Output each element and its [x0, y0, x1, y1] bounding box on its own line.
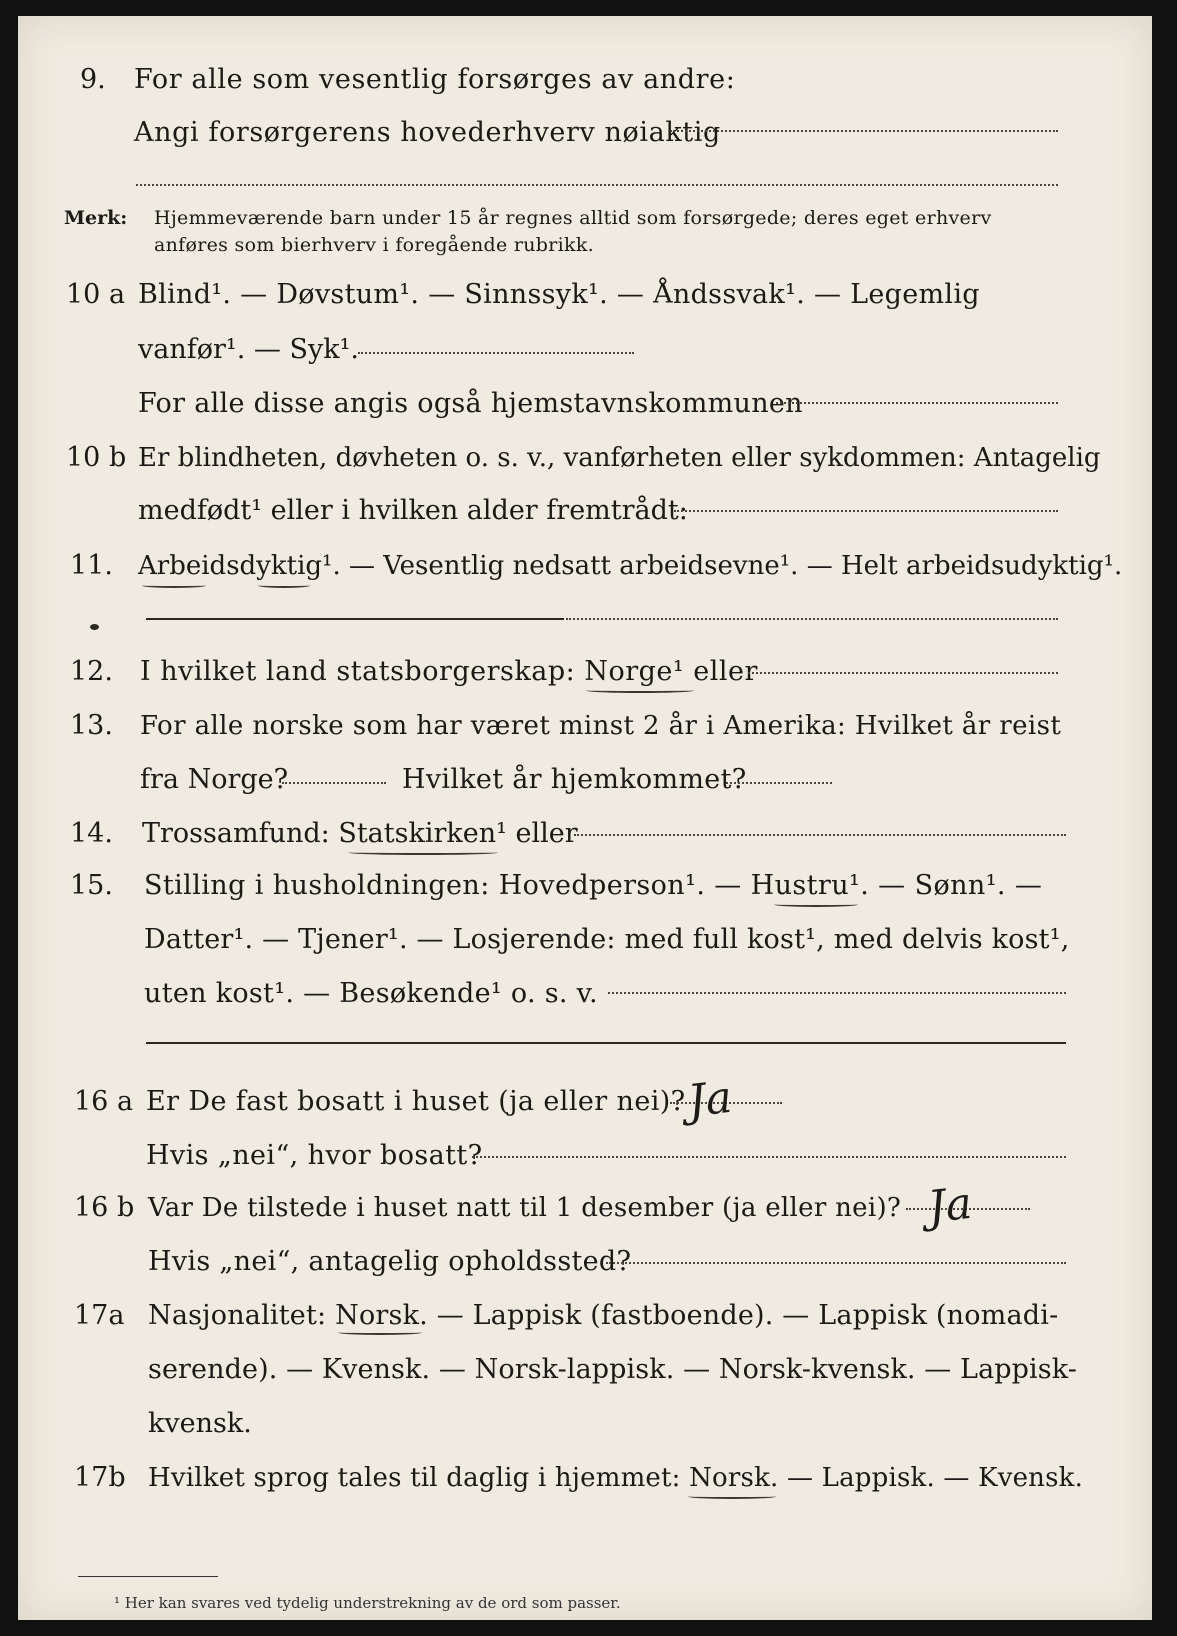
q17a-number: 17a [74, 1300, 125, 1331]
q11-answer-field[interactable] [566, 618, 1058, 620]
q14-number: 14. [70, 818, 113, 849]
q10a-line2: vanfør¹. — Syk¹. [138, 334, 359, 365]
q15-line1: Stilling i husholdningen: Hovedperson¹. — Hustru¹. — Sønn¹. — [144, 870, 1043, 901]
q10b-line1: Er blindheten, døvheten o. s. v., vanførheten eller sykdommen: Antagelig [138, 443, 1101, 473]
q16b-line2: Hvis „nei“, antagelig opholdssted? [148, 1246, 632, 1277]
q17a-line1: Nasjonalitet: Norsk. — Lappisk (fastboende). — Lappisk (nomadi- [148, 1300, 1059, 1331]
merk-label: Merk: [64, 207, 128, 229]
q16a-bosatt-field[interactable] [472, 1156, 1066, 1158]
q12-underline-norge [586, 688, 694, 693]
q12-line1: I hvilket land statsborgerskap: Norge¹ eller [140, 656, 758, 687]
merk-line2: anføres som bierhverv i foregående rubrikk. [154, 234, 594, 256]
q15-line2: Datter¹. — Tjener¹. — Losjerende: med full kost¹, med delvis kost¹, [144, 924, 1070, 955]
q17a-line2: serende). — Kvensk. — Norsk-lappisk. — Norsk-kvensk. — Lappisk- [148, 1354, 1077, 1385]
q9-number: 9. [80, 64, 106, 95]
q13-line1: For alle norske som har været minst 2 år i Amerika: Hvilket år reist [140, 711, 1062, 741]
q17b-number: 17b [74, 1462, 126, 1493]
q9-answer-field[interactable] [670, 130, 1058, 132]
q16b-number: 16 b [74, 1192, 135, 1223]
q14-answer-field[interactable] [574, 834, 1066, 836]
q11-underline-2 [258, 583, 310, 588]
q12-number: 12. [70, 656, 113, 687]
q16a-number: 16 a [74, 1086, 134, 1117]
q13-hjemkommet-field[interactable] [726, 782, 832, 784]
q16b-opholdssted-field[interactable] [606, 1262, 1066, 1264]
q16a-line1: Er De fast bosatt i huset (ja eller nei)? [146, 1086, 686, 1117]
q13-reist-field[interactable] [282, 782, 386, 784]
q10b-answer-field[interactable] [674, 510, 1058, 512]
q10a-number: 10 a [66, 279, 126, 310]
q10a-line1: Blind¹. — Døvstum¹. — Sinnssyk¹. — Åndssvak¹. — Legemlig [138, 279, 980, 310]
q15-answer-field[interactable] [608, 992, 1066, 994]
q17a-line3: kvensk. [148, 1408, 252, 1439]
q16b-line1: Var De tilstede i huset natt til 1 desember (ja eller nei)? [148, 1193, 902, 1223]
q11-underline-1 [142, 583, 206, 588]
q11-line1: Arbeidsdyktig¹. — Vesentlig nedsatt arbeidsevne¹. — Helt arbeidsudyktig¹. [138, 551, 1123, 581]
q10b-number: 10 b [66, 442, 127, 473]
footnote: ¹ Her kan svares ved tydelig understrekning av de ord som passer. [114, 1594, 621, 1612]
q14-underline-statskirken [348, 850, 498, 855]
q17b-line1: Hvilket sprog tales til daglig i hjemmet: Norsk. — Lappisk. — Kvensk. [148, 1463, 1084, 1493]
q10b-line2: medfødt¹ eller i hvilken alder fremtrådt: [138, 495, 688, 526]
q16a-line2: Hvis „nei“, hvor bosatt? [146, 1140, 483, 1171]
q11-number: 11. [70, 550, 113, 581]
q14-line1: Trossamfund: Statskirken¹ eller [142, 818, 578, 849]
footnote-rule [78, 1576, 218, 1577]
q16b-handwritten-answer: Ja [925, 1177, 975, 1234]
q13-number: 13. [70, 710, 113, 741]
q15-number: 15. [70, 870, 113, 901]
q9-line2: Angi forsørgerens hovederhverv nøiaktig [134, 117, 721, 148]
q10a-line3: For alle disse angis også hjemstavnskommunen [138, 388, 803, 419]
q17a-underline-norsk [338, 1330, 422, 1335]
q12-answer-field[interactable] [748, 672, 1058, 674]
q15-answer-rule [146, 1042, 1066, 1044]
q9-answer-field-2[interactable] [136, 184, 1058, 186]
q9-line1: For alle som vesentlig forsørges av andre: [134, 64, 736, 95]
census-form-page [18, 16, 1152, 1620]
q17b-underline-norsk [688, 1494, 776, 1499]
q13-line2b: Hvilket år hjemkommet? [402, 764, 747, 795]
q10a-answer-field[interactable] [358, 352, 634, 354]
ink-speck [90, 624, 99, 630]
q10a-hjemstavn-field[interactable] [776, 402, 1058, 404]
q13-line2a: fra Norge? [140, 764, 289, 795]
merk-line1: Hjemmeværende barn under 15 år regnes alltid som forsørgede; deres eget erhverv [154, 207, 992, 229]
q15-line3: uten kost¹. — Besøkende¹ o. s. v. [144, 978, 598, 1009]
q15-underline-hustru [774, 902, 858, 907]
q16a-handwritten-answer: Ja [685, 1071, 735, 1128]
q11-answer-rule [146, 618, 564, 620]
